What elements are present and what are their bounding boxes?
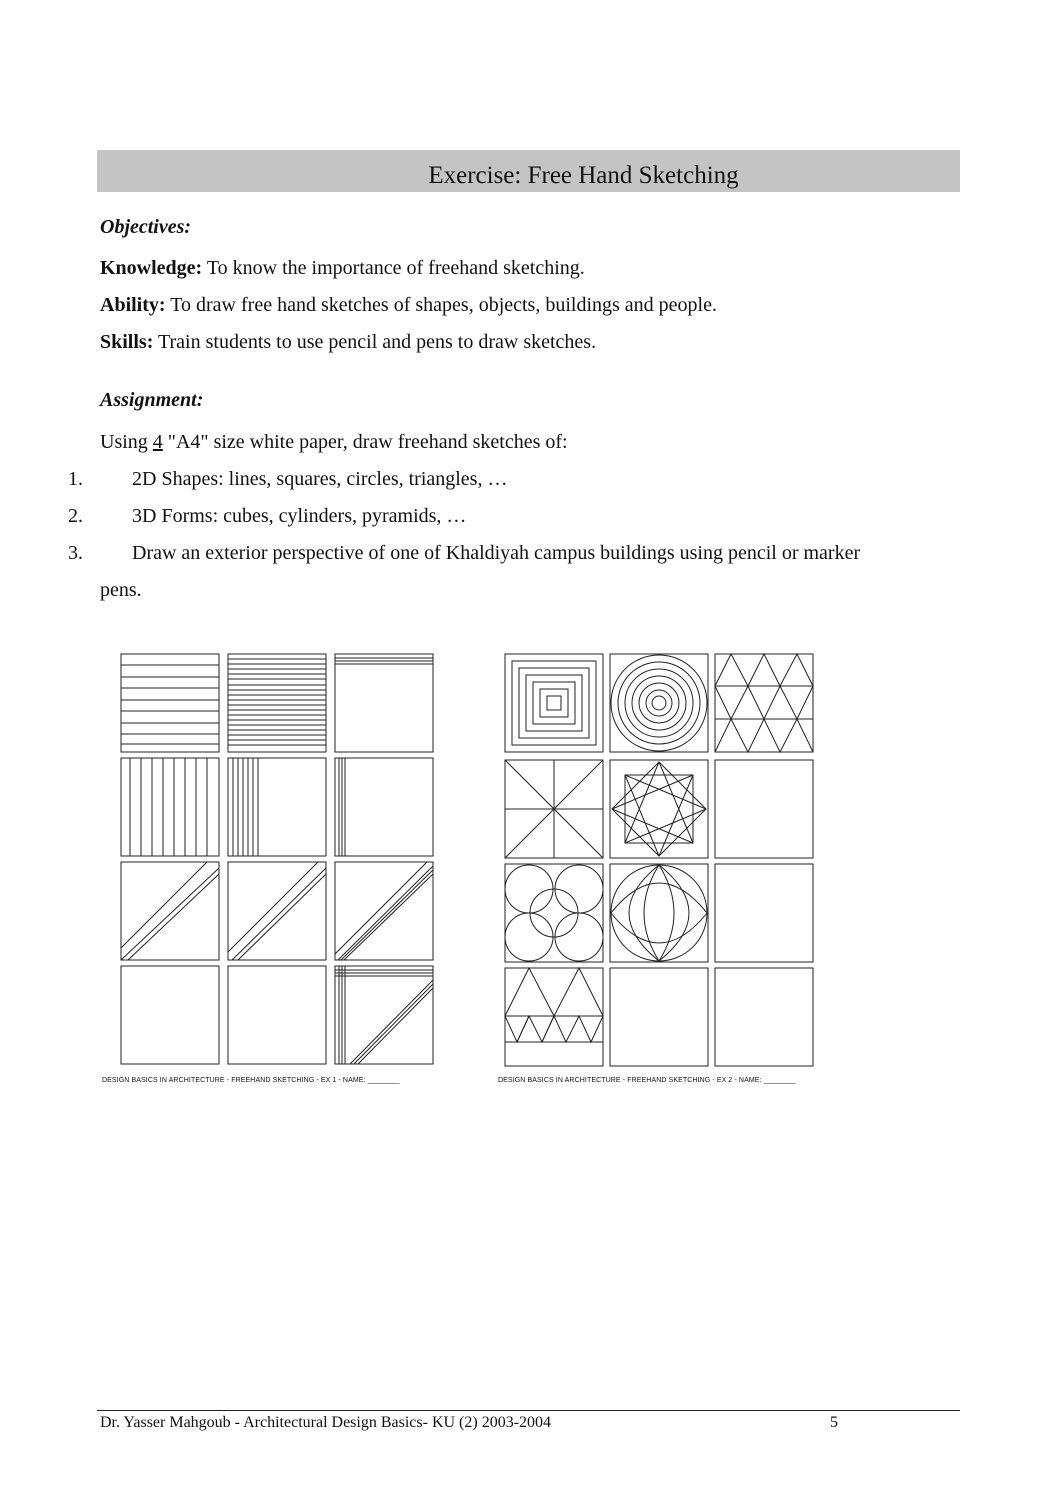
knowledge-line: [100, 257, 585, 280]
sheet-1-caption: DESIGN BASICS IN ARCHITECTURE - FREEHAND SKETCHING - EX 1 - NAME: ________: [102, 1077, 400, 1084]
list-item: 3D Forms: cubes, cylinders, pyramids, …: [132, 505, 467, 527]
knowledge-label: Knowledge:: [100, 257, 203, 279]
objectives-heading: Objectives:: [100, 216, 192, 238]
exercise-sheet-2: [484, 648, 844, 1082]
list-item-continuation: pens.: [100, 579, 142, 601]
skills-label: Skills:: [100, 331, 154, 353]
list-item: 2D Shapes: lines, squares, circles, triangles, …: [132, 468, 508, 490]
footer-divider: [97, 1410, 960, 1411]
intro-after: "A4" size white paper, draw freehand sketches of:: [162, 431, 568, 453]
skills-text: Train students to use pencil and pens to draw sketches.: [153, 331, 597, 353]
exercise-sheet-1: [100, 648, 460, 1082]
assignment-intro: [100, 431, 568, 454]
list-item: Draw an exterior perspective of one of Khaldiyah campus buildings using pencil or marker: [132, 542, 861, 564]
ability-label: Ability:: [100, 294, 166, 316]
assignment-heading: Assignment:: [100, 389, 204, 411]
list-item-number: 1.: [68, 468, 83, 490]
intro-count: 4: [152, 431, 163, 453]
sheet-2-caption: DESIGN BASICS IN ARCHITECTURE - FREEHAND SKETCHING - EX 2 - NAME: ________: [498, 1077, 796, 1084]
page-title: Exercise: Free Hand Sketching: [428, 162, 739, 189]
knowledge-text: To know the importance of freehand sketching.: [202, 257, 585, 279]
footer-text: Dr. Yasser Mahgoub - Architectural Design Basics- KU (2) 2003-2004: [100, 1414, 552, 1431]
list-item-number: 3.: [68, 542, 83, 564]
skills-line: [100, 331, 596, 354]
page-number: 5: [830, 1414, 838, 1431]
line-exercises-figure: [100, 648, 460, 1082]
list-item-number: 2.: [68, 505, 83, 527]
ability-line: [100, 294, 717, 317]
title-bar: [97, 150, 960, 192]
ability-text: To draw free hand sketches of shapes, objects, buildings and people.: [165, 294, 717, 316]
intro-before: Using: [100, 431, 153, 453]
shape-exercises-figure: [484, 648, 844, 1082]
